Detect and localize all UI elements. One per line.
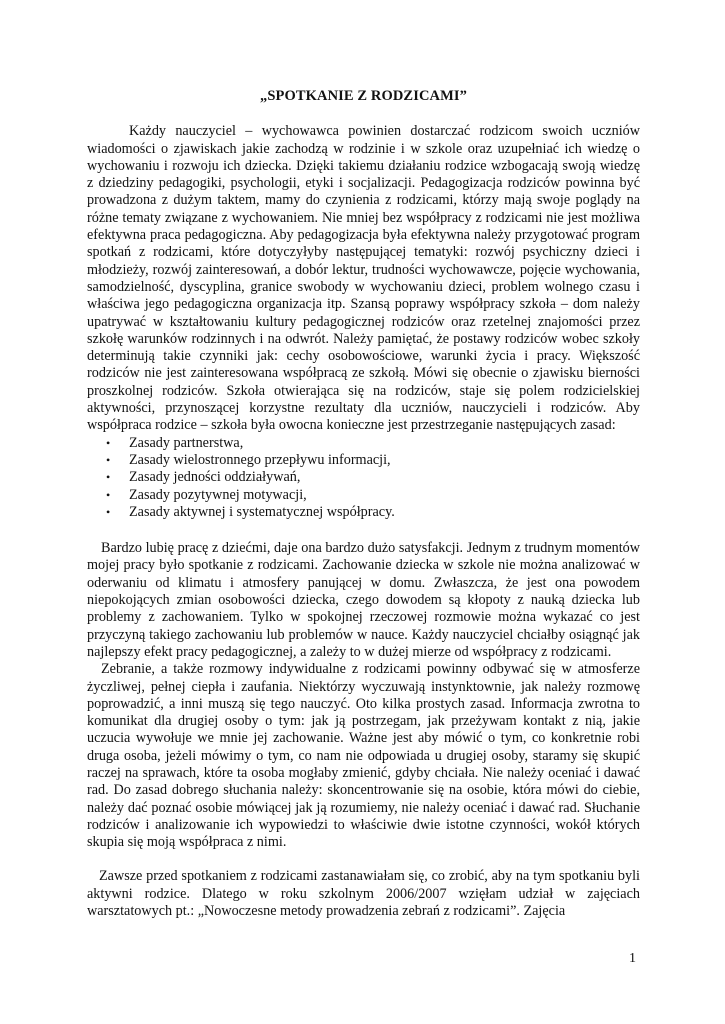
list-item-text: Zasady pozytywnej motywacji,: [129, 486, 307, 503]
paragraph-spacer: [87, 851, 640, 868]
list-item-text: Zasady aktywnej i systematycznej współpracy.: [129, 503, 395, 520]
list-item: [87, 487, 640, 504]
paragraph-3: Zebranie, a także rozmowy indywidualne z rodzicami powinny odbywać się w atmosferze życzliwej, pełnej ciepła i zaufania. Niektórzy wyczuwają instynktownie, jak należy rozmowę poprowadzić, a inni muszą się tego nauczyć. Oto kilka prostych zasad. Informacja zwrotna to komunikat dla drugiej osoby o tym: jak ją postrzegam, jak przeżywam kontakt z nią, jakie uczucia wywołuje we mnie jej zachowanie. Ważne jest aby mówić o tym, co konkretnie robi druga osoba, jeżeli mówimy o tym, co nam nie odpowiada u drugiej osoby, staramy się skupić raczej na sprawach, które ta osoba mogłaby zmienić, gdyby chciała. Nie należy oceniać i dawać rad. Do zasad dobrego słuchania należy: skoncentrowanie się na osobie, która mówi do ciebie, należy dać poznać osobie mówiącej jak ją rozumiemy, nie należy oceniać i dawać rad. Słuchanie rodziców i analizowanie ich wypowiedzi to właściwie dwie istotne czynności, wokół których skupia się moją współpraca z nimi.: [87, 661, 640, 851]
document-page: [87, 88, 640, 920]
paragraph-1: Każdy nauczyciel – wychowawca powinien dostarczać rodzicom swoich uczniów wiadomości o zjawiskach jakie zachodzą w rodzinie i w szkole oraz uzupełniać ich wiedzę o wychowaniu i rozwoju ich dziecka. Dzięki takiemu działaniu rodzice wzbogacają swoją wiedzę z dziedziny pedagogiki, psychologii, etyki i socjalizacji. Pedagogizacja rodziców powinna być prowadzona z dużym taktem, mamy do czynienia z rodzicami, którzy mają swoje poglądy na różne tematy związane z wychowaniem. Nie mniej bez współpracy z rodzicami nie jest możliwa efektywna praca pedagogiczna. Aby pedagogizacja była efektywna należy przygotować program spotkań z rodzicami, które dotyczyłyby następującej tematyki: rozwój psychiczny dzieci i młodzieży, rozwój zainteresowań, a dobór lektur, trudności wychowawcze, pojęcie wychowania, samodzielność, dyscyplina, granice swobody w wychowaniu dzieci, problem wolnego czasu i właściwa jego pedagogiczna organizacja itp. Szansą poprawy współpracy szkoła – dom należy upatrywać w kształtowaniu kultury pedagogicznej rodziców oraz rzetelnej znajomości przez szkołę warunków rodzinnych i na odwrót. Należy pamiętać, że postawy rodziców wobec szkoły determinują takie czynniki jak: cechy osobowościowe, warunki życia i pracy. Większość rodziców nie jest zainteresowana współpracą ze szkołą. Mówi się obecnie o zjawisku bierności proszkolnej rodziców. Szkoła otwierająca się na rodziców, staje się polem rodzicielskiej aktywności, przynoszącej korzystne rezultaty dla uczniów, nauczycieli i rodziców. Aby współpraca rodzice – szkoła była owocna konieczne jest przestrzeganie następujących zasad:: [87, 123, 640, 434]
bullet-icon: •: [106, 487, 111, 502]
list-item: [87, 435, 640, 452]
list-item-text: Zasady partnerstwa,: [129, 434, 244, 451]
list-item-text: Zasady wielostronnego przepływu informacji,: [129, 451, 391, 468]
list-item: [87, 504, 640, 521]
paragraph-4: Zawsze przed spotkaniem z rodzicami zastanawiałam się, co zrobić, aby na tym spotkaniu byli aktywni rodzice. Dlatego w roku szkolnym 2006/2007 wzięłam udział w zajęciach warsztatowych pt.: „Nowoczesne metody prowadzenia zebrań z rodzicami”. Zajęcia: [87, 868, 640, 920]
paragraph-2: Bardzo lubię pracę z dziećmi, daje ona bardzo dużo satysfakcji. Jednym z trudnym momentów mojej pracy było spotkanie z rodzicami. Zachowanie dziecka w szkole nie można analizować w oderwaniu od klimatu i atmosfery panującej w domu. Zwłaszcza, że jest ona powodem niepokojących zmian osobowości dziecka, czego dowodem są kłopoty z nauką dziecka lub problemy z zachowaniem. Tylko w spokojnej rzeczowej rozmowie można wykazać co jest przyczyną takiego zachowaniu lub problemów w nauce. Każdy nauczyciel chciałby osiągnąć jak najlepszy efekt pracy pedagogicznej, a zależy to w dużej mierze od współpracy z rodzicami.: [87, 540, 640, 660]
list-item: [87, 452, 640, 469]
bullet-icon: •: [106, 470, 111, 485]
bullet-icon: •: [106, 452, 111, 467]
document-title: „SPOTKANIE Z RODZICAMI”: [260, 88, 467, 104]
paragraph-spacer: [87, 521, 640, 540]
rules-list: [87, 435, 640, 521]
list-item-text: Zasady jedności oddziaływań,: [129, 469, 301, 486]
bullet-icon: •: [106, 435, 111, 450]
list-item: [87, 469, 640, 486]
page-number: 1: [629, 951, 636, 966]
bullet-icon: •: [106, 504, 111, 519]
